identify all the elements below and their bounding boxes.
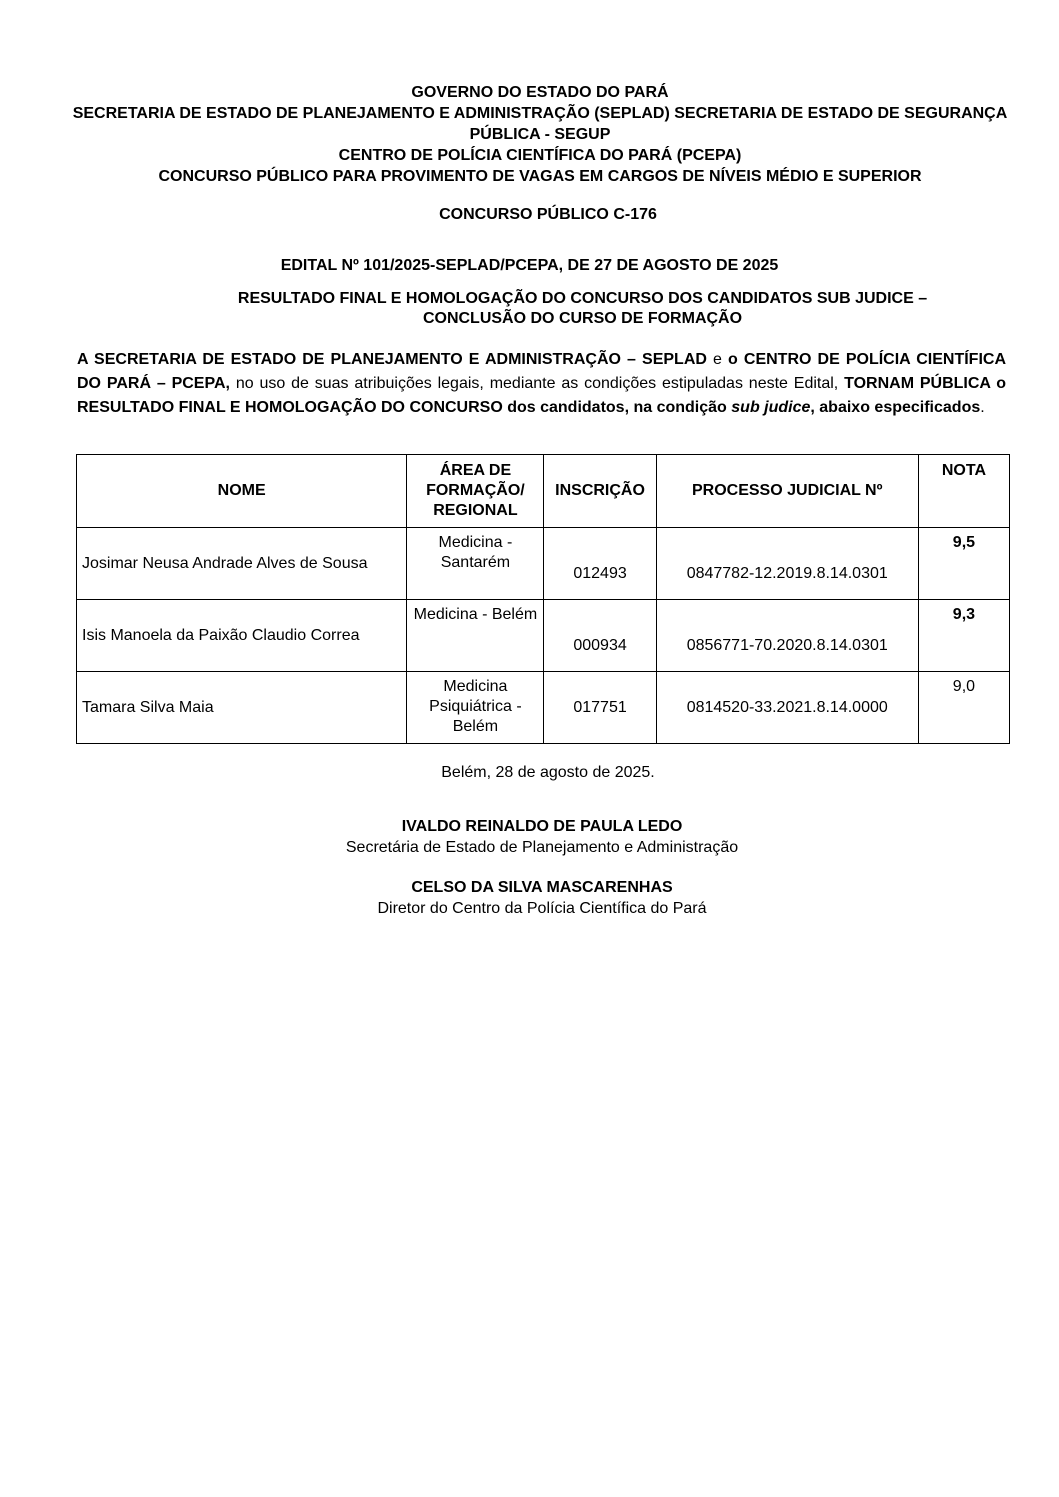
result-title: RESULTADO FINAL E HOMOLOGAÇÃO DO CONCURSO DOS CANDIDATOS SUB JUDICE – CONCLUSÃO DO CURSO DE FORMAÇÃO [237,290,928,327]
signatory-name: CELSO DA SILVA MASCARENHAS [411,879,673,896]
table-row [77,600,1010,672]
header-inscricao: INSCRIÇÃO [544,455,656,528]
document-header [60,82,1020,187]
signatory-title: Diretor do Centro da Polícia Científica do Pará [377,900,707,917]
cell-nota: 9,0 [918,672,1009,744]
edital-title: EDITAL Nº 101/2025-SEPLAD/PCEPA, DE 27 DE AGOSTO DE 2025 [280,257,779,274]
table-row [77,672,1010,744]
cell-inscricao: 012493 [544,528,656,600]
intro-period: . [980,399,985,416]
header-area: ÁREA DE FORMAÇÃO/ REGIONAL [407,455,544,528]
cell-area: Medicina - Belém [407,600,544,672]
header-contest-description: CONCURSO PÚBLICO PARA PROVIMENTO DE VAGAS EM CARGOS DE NÍVEIS MÉDIO E SUPERIOR [158,168,922,185]
intro-sub-judice: sub judice [731,399,811,416]
intro-connector: e [706,351,729,368]
header-processo: PROCESSO JUDICIAL Nº [656,455,918,528]
header-nota: NOTA [918,455,1009,528]
intro-specified: , abaixo especificados [810,399,981,416]
intro-announcement: TORNAM PÚBLICA o RESULTADO FINAL E HOMOLOGAÇÃO DO CONCURSO dos candidatos, na condição [77,375,1006,416]
table-header-row [77,455,1010,528]
results-table [76,454,1010,744]
cell-processo: 0814520-33.2021.8.14.0000 [656,672,918,744]
cell-area: Medicina Psiquiátrica - Belém [407,672,544,744]
intro-seplad: A SECRETARIA DE ESTADO DE PLANEJAMENTO E ADMINISTRAÇÃO – SEPLAD [77,351,707,368]
contest-title: CONCURSO PÚBLICO C-176 [439,206,657,223]
signatory-title: Secretária de Estado de Planejamento e Administração [345,839,739,856]
table-row [77,528,1010,600]
date-line: Belém, 28 de agosto de 2025. [441,764,655,781]
header-pcepa: CENTRO DE POLÍCIA CIENTÍFICA DO PARÁ (PCEPA) [338,147,742,164]
cell-inscricao: 000934 [544,600,656,672]
cell-nome: Tamara Silva Maia [77,672,407,744]
header-government: GOVERNO DO ESTADO DO PARÁ [411,84,669,101]
cell-nota: 9,3 [918,600,1009,672]
signature-block-seplad [0,816,1059,858]
cell-nome: Josimar Neusa Andrade Alves de Sousa [77,528,407,600]
cell-processo: 0847782-12.2019.8.14.0301 [656,528,918,600]
signature-block-pcepa [0,877,1059,919]
intro-pcepa: o CENTRO DE POLÍCIA CIENTÍFICA DO PARÁ – PCEPA, [77,351,1007,392]
signatory-name: IVALDO REINALDO DE PAULA LEDO [401,818,683,835]
header-nome: NOME [77,455,407,528]
cell-area: Medicina - Santarém [407,528,544,600]
cell-processo: 0856771-70.2020.8.14.0301 [656,600,918,672]
cell-inscricao: 017751 [544,672,656,744]
cell-nota: 9,5 [918,528,1009,600]
cell-nome: Isis Manoela da Paixão Claudio Correa [77,600,407,672]
intro-legal-text: no uso de suas atribuições legais, mediante as condições estipuladas neste Edital, [229,375,845,392]
intro-paragraph [77,348,1006,420]
header-secretariats: SECRETARIA DE ESTADO DE PLANEJAMENTO E ADMINISTRAÇÃO (SEPLAD) SECRETARIA DE ESTADO DE SEGURANÇA PÚBLICA - SEGUP [72,105,1008,143]
